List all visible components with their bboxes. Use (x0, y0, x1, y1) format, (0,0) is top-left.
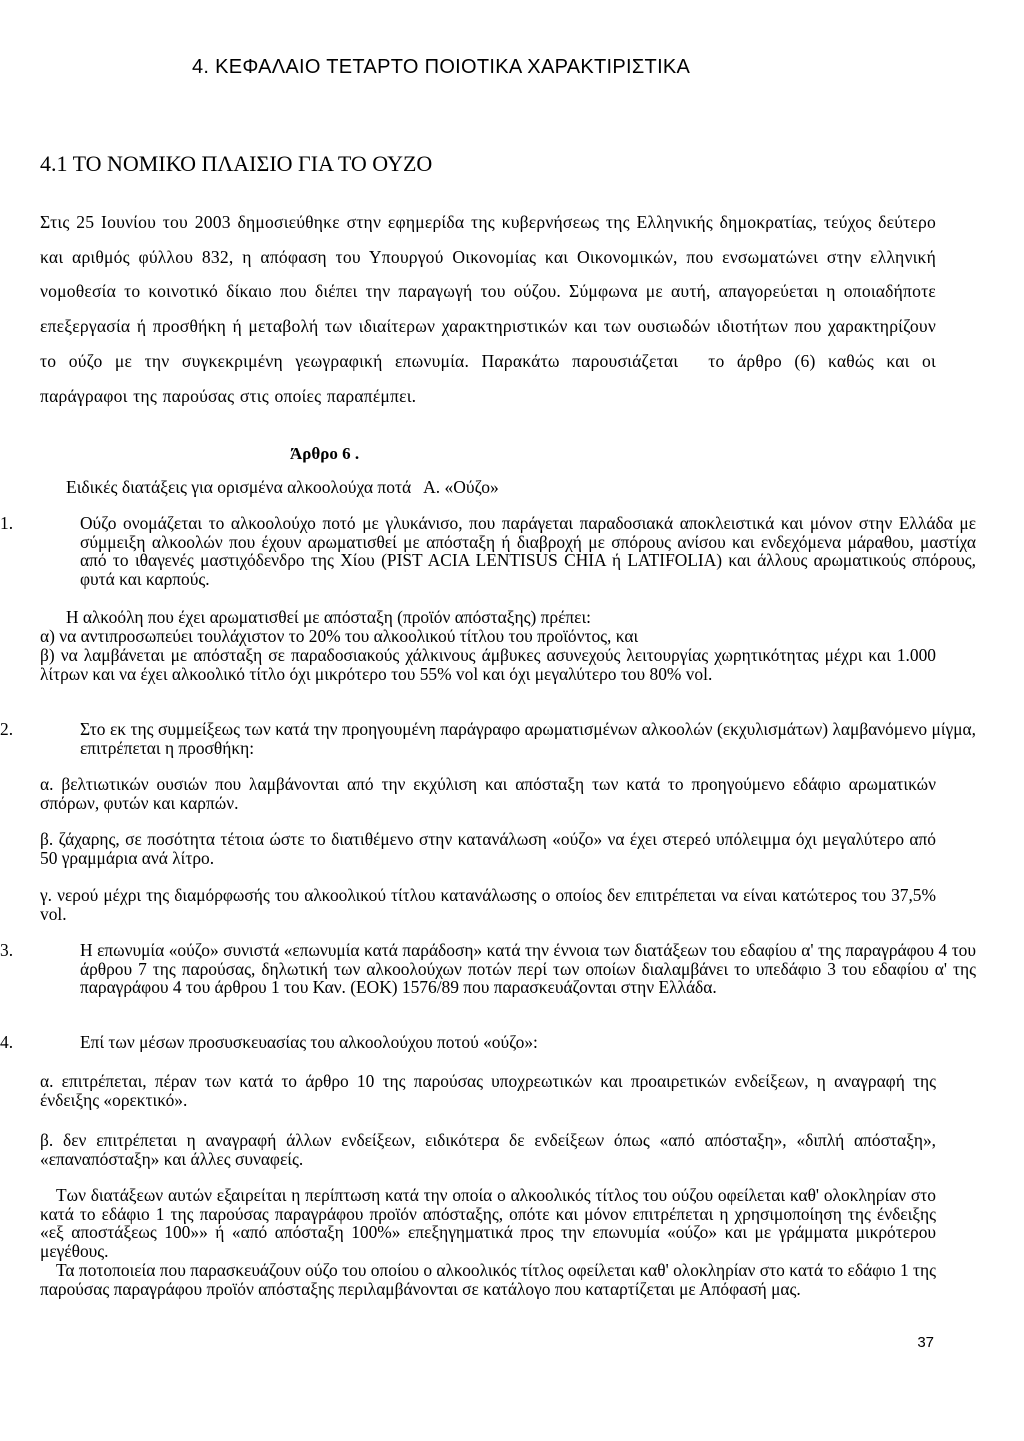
alcohol-condition-a: α) να αντιπροσωπεύει τουλάχιστον το 20% του αλκοολικού τίτλου του προϊόντος, και (40, 626, 639, 646)
paragraph-4 (0, 1032, 976, 1052)
section-title: 4.1 ΤΟ ΝΟΜΙΚΟ ΠΛΑΙΣΙΟ ΓΙΑ ΤΟ ΟΥΖΟ (40, 151, 433, 176)
exception-paragraph: Των διατάξεων αυτών εξαιρείται η περίπτωση κατά την οποία ο αλκοολικός τίτλος του ούζου οφείλεται καθ' ολοκληρίαν στο κατά το εδάφιο 1 της παρούσας παραγράφου προϊόν απόσταξης, οπότε και μόνον επιτρέπεται η χρησιμοποίηση της ένδειξης «εξ αποστάξεως 100»» ή «από απόσταξη 100%» επεξηγηματικά προς την επωνυμία «ούζο» και με γράμματα μικρότερου μεγέθους. (40, 1185, 936, 1261)
paragraph-2-number: 2. (0, 719, 14, 739)
article-subtitle (66, 477, 499, 498)
paragraph-1 (0, 513, 976, 589)
paragraph-3-text: Η επωνυμία «ούζο» συνιστά «επωνυμία κατά παράδοση» κατά την έννοια των διατάξεων του εδαφίου α' της παραγράφου 4 του άρθρου 7 της παρούσας, δηλωτική των αλκοολούχων ποτών περί των οποίων διαλαμβάνει το υπεδάφιο 3 του εδαφίου α' της παραγράφου 4 του άρθρου 1 του Καν. (ΕΟΚ) 1576/89 που παρασκευάζονται στην Ελλάδα. (80, 940, 976, 997)
paragraph-4-number: 4. (0, 1032, 14, 1052)
alcohol-condition-b: β) να λαμβάνεται με απόσταξη σε παραδοσιακούς χάλκινους άμβυκες ασυνεχούς λειτουργίας χωρητικότητας μέχρι και 1.000 λίτρων και να έχει αλκοολικό τίτλο όχι μικρότερο του 55% vol και όχι μεγαλύτερο του 80% vol. (40, 645, 936, 684)
paragraph-4-item-a: α. επιτρέπεται, πέραν των κατά το άρθρο 10 της παρούσας υποχρεωτικών και προαιρετικών ενδείξεων, η αναγραφή της ένδειξης «ορεκτικό». (40, 1071, 936, 1110)
paragraph-2-item-a: α. βελτιωτικών ουσιών που λαμβάνονται από την εκχύλιση και απόσταξη των κατά το προηγούμενο εδάφιο αρωματικών σπόρων, φυτών και καρπών. (40, 774, 936, 813)
paragraph-1-text: Ούζο ονομάζεται το αλκοολούχο ποτό με γλυκάνισο, που παράγεται παραδοσιακά αποκλειστικά και μόνον στην Ελλάδα με σύμμειξη αλκοολών που έχουν αρωματισθεί με απόσταξη ή διαβροχή με σπόρους ανίσου και ενδεχόμενα μάραθου, μαστίχα από το ιθαγενές μαστιχόδενδρο της Χίου (PIST ACIA LENTISUS CHIA ή LATIFOLIA) και άλλους αρωματικούς σπόρους, φυτά και καρπούς. (80, 513, 976, 589)
paragraph-3-number: 3. (0, 940, 14, 960)
paragraph-2 (0, 719, 976, 758)
intro-paragraph (40, 205, 936, 413)
paragraph-2-text: Στο εκ της συμμείξεως των κατά την προηγουμένη παράγραφο αρωματισμένων αλκοολών (εκχυλισμάτων) λαμβανόμενο μίγμα, επιτρέπεται η προσθήκη: (80, 719, 976, 758)
alcohol-intro: Η αλκοόλη που έχει αρωματισθεί με απόσταξη (προϊόν απόσταξης) πρέπει: (66, 607, 591, 627)
paragraph-2-item-b: β. ζάχαρης, σε ποσότητα τέτοια ώστε το διατιθέμενο στην κατανάλωση «ούζο» να έχει στερεό υπόλειμμα όχι μεγαλύτερο από 50 γραμμάρια ανά λίτρο. (40, 829, 936, 868)
page-number: 37 (917, 1334, 934, 1351)
article-subtitle-text: Ειδικές διατάξεις για ορισμένα αλκοολούχα ποτά (66, 477, 412, 497)
article-subtitle-ref: Α. «Ούζο» (423, 477, 499, 497)
intro-text-part1: Στις 25 Ιουνίου του 2003 δημοσιεύθηκε στην εφημερίδα της κυβερνήσεως της Ελληνικής δημοκρατίας, τεύχος δεύτερο και αριθμός φύλλου 832, η απόφαση του Υπουργού Οικονομίας και Οικονομικών, που ενσωματώνει στην ελληνική νομοθεσία το κοινοτικό δίκαιο που διέπει την παραγωγή του ούζου. Σύμφωνα με αυτή, απαγορεύεται η οποιαδήποτε επεξεργασία ή προσθήκη ή μεταβολή των ιδιαίτερων χαρακτηριστικών και των ουσιωδών ιδιοτήτων που χαρακτηρίζουν το ούζο με την συγκεκριμένη γεωγραφική επωνυμία. Παρακάτω παρουσιάζεται (40, 212, 936, 371)
paragraph-4-item-b: β. δεν επιτρέπεται η αναγραφή άλλων ενδείξεων, ειδικότερα δε ενδείξεων όπως «από απόσταξη», «διπλή απόσταξη», «επαναπόσταξη» και άλλες συναφείς. (40, 1130, 936, 1169)
paragraph-3 (0, 940, 976, 997)
paragraph-2-item-c: γ. νερού μέχρι της διαμόρφωσής του αλκοολικού τίτλου κατανάλωσης ο οποίος δεν επιτρέπεται να είναι κατώτερος του 37,5% vol. (40, 885, 936, 924)
paragraph-4-text: Επί των μέσων προσυσκευασίας του αλκοολούχου ποτού «ούζο»: (80, 1032, 538, 1052)
closing-paragraph: Τα ποτοποιεία που παρασκευάζουν ούζο του οποίου ο αλκοολικός τίτλος οφείλεται καθ' ολοκληρίαν στο κατά το εδάφιο 1 της παρούσας παραγράφου προϊόν απόσταξης περιλαμβάνονται σε κατάλογο που καταρτίζεται με Απόφασή μας. (40, 1260, 936, 1299)
paragraph-1-number: 1. (0, 513, 14, 533)
article-title: Άρθρο 6 . (290, 444, 360, 463)
chapter-title: 4. ΚΕΦΑΛΑΙΟ ΤΕΤΑΡΤΟ ΠΟΙΟΤΙΚΑ ΧΑΡΑΚΤΙΡΙΣΤΙΚΑ (192, 56, 691, 78)
intro-text-part2: το άρθρο (6) καθώς και οι παράγραφοι της παρούσας στις οποίες παραπέμπει. (40, 350, 936, 406)
